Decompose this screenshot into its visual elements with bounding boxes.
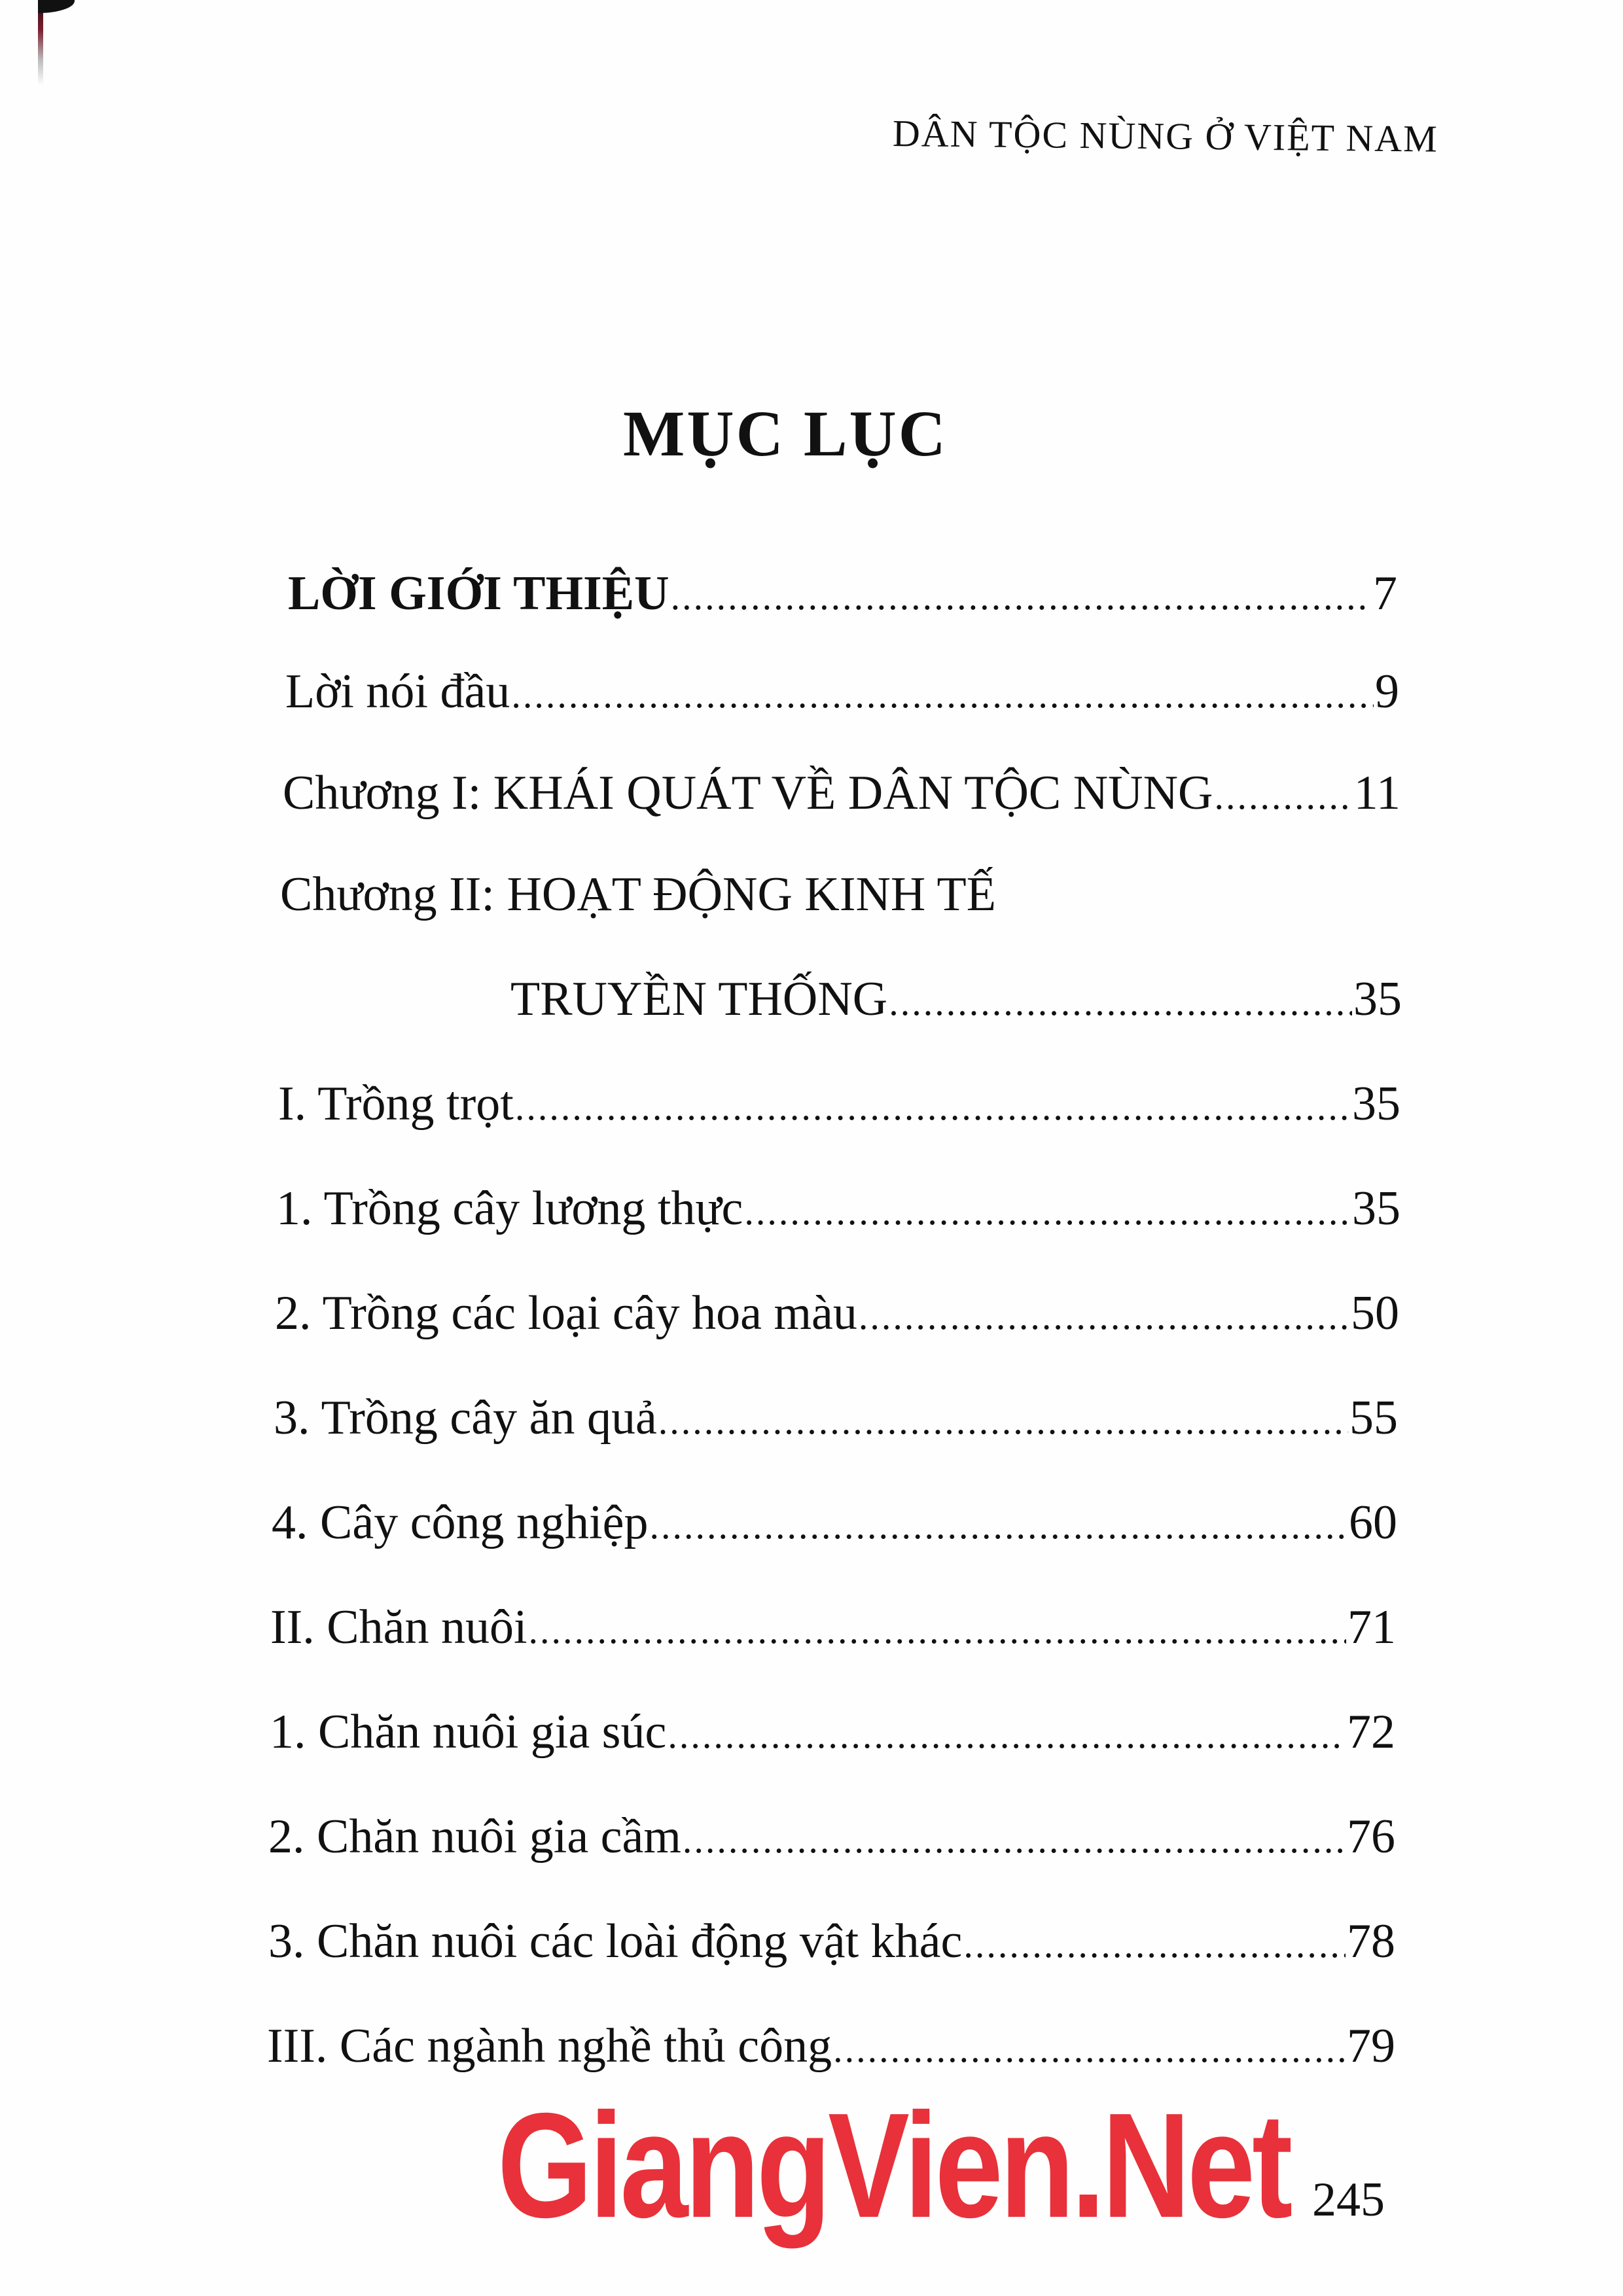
toc-entry-page: 79 [1347, 2019, 1395, 2073]
toc-entry-page: 55 [1349, 1391, 1398, 1445]
toc-entry-label: III. Các ngành nghề thủ công [267, 2019, 832, 2073]
dot-leader [668, 1713, 1346, 1757]
dot-leader [833, 2027, 1346, 2071]
toc-entry [283, 766, 1400, 821]
dot-leader [683, 1818, 1346, 1862]
toc-entry-page: 35 [1352, 1182, 1400, 1235]
dot-leader [649, 1504, 1347, 1547]
dot-leader [511, 673, 1374, 716]
page-title: MỤC LỤC [623, 397, 948, 470]
page-number: 245 [1312, 2173, 1385, 2227]
toc-entry [278, 1076, 1400, 1132]
toc-entry-label-line1: Chương II: HOẠT ĐỘNG KINH TẾ [280, 868, 996, 921]
toc-entry-label: TRUYỀN THỐNG [510, 972, 888, 1026]
toc-entry [288, 566, 1397, 622]
dot-leader [744, 1190, 1351, 1233]
toc-entry-label: 2. Trồng các loại cây hoa màu [275, 1286, 857, 1340]
toc-entry [276, 1181, 1400, 1237]
dot-leader [658, 1399, 1348, 1443]
toc-entry-label: 2. Chăn nuôi gia cầm [268, 1810, 681, 1863]
toc-entry [274, 1390, 1398, 1446]
toc-entry-label: LỜI GIỚI THIỆU [288, 567, 669, 620]
toc-entry-label: 3. Chăn nuôi các loài động vật khác [268, 1915, 963, 1968]
toc-entry-page: 7 [1373, 567, 1397, 620]
toc-entry-page: 60 [1349, 1496, 1397, 1549]
toc-entry [270, 1600, 1396, 1655]
dot-leader [1215, 774, 1353, 818]
toc-entry-page: 9 [1375, 665, 1399, 718]
toc-entry-label: 4. Cây công nghiệp [272, 1496, 649, 1549]
toc-entry [267, 2019, 1395, 2074]
toc-entry [270, 1704, 1395, 1760]
dot-leader [529, 1608, 1346, 1652]
dot-leader [889, 980, 1352, 1024]
toc-entry-label: II. Chăn nuôi [270, 1600, 527, 1654]
toc-entry-page: 78 [1347, 1915, 1395, 1968]
toc-entry-page: 11 [1353, 766, 1400, 820]
toc-entry [268, 1914, 1395, 1969]
toc-entry-label: 1. Chăn nuôi gia súc [270, 1705, 667, 1759]
running-head: DÂN TỘC NÙNG Ở VIỆT NAM [892, 112, 1439, 160]
toc-entry-label: I. Trồng trọt [278, 1077, 514, 1131]
toc-entry-page: 50 [1351, 1286, 1399, 1340]
book-cover-corner [38, 0, 75, 13]
toc-entry-label: Lời nói đầu [285, 665, 510, 718]
toc-entry [510, 972, 1402, 1027]
toc-entry-page: 71 [1347, 1600, 1396, 1654]
toc-entry-label: 3. Trồng cây ăn quả [274, 1391, 657, 1445]
toc-entry [268, 1809, 1395, 1865]
dot-leader [671, 574, 1372, 618]
toc-entry-page: 35 [1353, 972, 1402, 1026]
dot-leader [963, 1922, 1346, 1966]
toc-entry-page: 72 [1347, 1705, 1395, 1759]
toc-entry [275, 1286, 1399, 1341]
watermark-logo: GiangVien.Net [497, 2083, 1290, 2249]
dot-leader [515, 1085, 1351, 1129]
toc-entry-page: 76 [1347, 1810, 1395, 1863]
toc-entry-label: 1. Trồng cây lương thực [276, 1182, 743, 1235]
toc-entry [285, 664, 1399, 720]
toc-entry-label: Chương I: KHÁI QUÁT VỀ DÂN TỘC NÙNG [283, 766, 1213, 820]
toc-entry-page: 35 [1352, 1077, 1400, 1131]
toc-entry [272, 1495, 1397, 1551]
dot-leader [859, 1294, 1349, 1338]
